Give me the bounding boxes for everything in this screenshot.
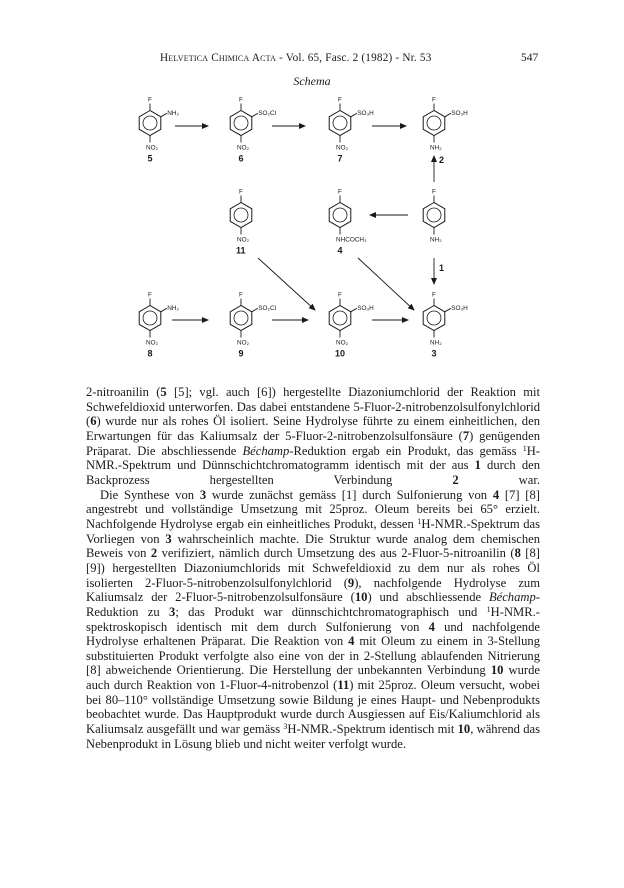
text-run: ) wurde nur als rohes Öl isoliert. Seine Hydrolyse führte zu einem einheitlichen, den Erwartungen für das Kaliumsalz der 5-Fluor-2-nitrobenzolsulfonsäure ( — [86, 414, 540, 443]
compound-number-6: 6 — [238, 153, 244, 164]
aromatic-circle — [427, 311, 441, 325]
compound-ref: 2 — [452, 472, 459, 487]
compound-10 — [329, 292, 374, 359]
benzene-ring — [230, 306, 252, 331]
substituent-top: F — [432, 188, 436, 196]
substituent-bottom: NH₂ — [430, 236, 442, 244]
paragraph-1 — [86, 385, 540, 488]
substituent-right: NH₂ — [167, 304, 180, 312]
compound-ref: 3 — [169, 604, 176, 619]
substituent-bottom: NO₂ — [237, 236, 250, 244]
benzene-ring — [230, 203, 252, 228]
aromatic-circle — [427, 208, 441, 222]
substituent-top: F — [239, 291, 243, 299]
running-header — [0, 52, 624, 70]
text-run: [5]; vgl. auch [6]) hergestellte Diazoniumchlorid der Reaktion mit Schwefeldioxid unterworfen. Das dabei entstandene 5-Fluor-2-nitrobenzolsulfonylchlorid ( — [86, 385, 540, 429]
compound-ref: 9 — [347, 575, 355, 590]
compound-number-10: 10 — [335, 348, 346, 359]
bond-right — [351, 113, 357, 117]
compound-ref: 1 — [474, 458, 481, 473]
bond-right — [161, 113, 167, 117]
aromatic-circle — [143, 311, 157, 325]
substituent-bottom: NO₂ — [237, 144, 250, 152]
bond-right — [252, 308, 258, 312]
compound-3 — [423, 292, 468, 359]
aromatic-circle — [333, 311, 347, 325]
benzene-ring — [329, 203, 351, 228]
bond-right — [252, 113, 258, 117]
article-body — [86, 385, 540, 751]
nmr-superscript: 1 — [522, 443, 527, 453]
substituent-top: F — [148, 291, 152, 299]
compound-1 — [423, 189, 445, 244]
text-run: H-NMR.-Spektrum das Vorliegen von — [86, 516, 540, 546]
compound-number-5: 5 — [147, 153, 153, 164]
text-run: ; das Produkt war dünnschichtchromatographisch und — [175, 604, 487, 619]
substituent-top: F — [239, 188, 243, 196]
text-run: -Reduktion zu — [86, 590, 540, 619]
aromatic-circle — [234, 116, 248, 130]
compound-ref: 10 — [457, 722, 471, 737]
text-run: wurde zunächst gemäss [1] durch Sulfonierung von — [206, 487, 493, 502]
text-run: durch den Backprozess hergestellten Verbindung — [86, 458, 540, 487]
bond-right — [161, 308, 167, 312]
aromatic-circle — [234, 208, 248, 222]
aromatic-circle — [333, 116, 347, 130]
arrow-label-1: 1 — [439, 263, 445, 273]
text-run: war. — [458, 472, 540, 487]
bond-right — [445, 308, 451, 312]
substituent-bottom: NO₂ — [336, 339, 349, 347]
name-reference: Béchamp — [488, 590, 536, 605]
text-run: ) und abschliessende — [367, 590, 489, 605]
journal-name: Helvetica Chimica Acta — [160, 52, 277, 64]
benzene-ring — [329, 306, 351, 331]
compound-number-4: 4 — [337, 245, 343, 256]
scheme-title: Schema — [293, 74, 331, 88]
substituent-bottom: NH₂ — [430, 144, 442, 152]
compound-ref: 4 — [348, 634, 355, 649]
compound-11 — [230, 189, 252, 256]
substituent-right: SO₂Cl — [258, 109, 277, 117]
nmr-superscript: 3 — [283, 722, 288, 732]
reaction-scheme — [0, 88, 624, 373]
substituent-bottom: NO₂ — [146, 144, 159, 152]
arrow-4-to-3 — [358, 258, 414, 310]
substituent-bottom: NO₂ — [336, 144, 349, 152]
benzene-ring — [230, 111, 252, 136]
substituent-right: NH₂ — [167, 109, 180, 117]
name-reference: Béchamp — [242, 443, 290, 458]
benzene-ring — [139, 111, 161, 136]
compound-number-11: 11 — [236, 245, 246, 256]
compound-9 — [230, 292, 276, 359]
arrow-11-to-10 — [258, 258, 315, 310]
substituent-top: F — [338, 188, 342, 196]
compound-ref: 4 — [492, 487, 500, 502]
text-run: wahrscheinlich machte. Die Struktur wurde analog dem chemischen Beweis von — [86, 531, 541, 561]
substituent-right: SO₃H — [451, 109, 468, 117]
substituent-top: F — [338, 96, 342, 104]
bond-right — [351, 308, 357, 312]
compound-structures — [139, 97, 468, 359]
substituent-top: F — [148, 96, 152, 104]
compound-2 — [423, 97, 468, 152]
benzene-ring — [139, 306, 161, 331]
bond-right — [445, 113, 451, 117]
aromatic-circle — [234, 311, 248, 325]
aromatic-circle — [143, 116, 157, 130]
compound-number-8: 8 — [147, 348, 153, 359]
compound-ref: 3 — [165, 531, 172, 546]
volume-issue: - Vol. 65, Fasc. 2 (1982) - Nr. 53 — [279, 52, 432, 64]
compound-number-3: 3 — [431, 348, 437, 359]
compound-ref: 8 — [514, 546, 521, 561]
aromatic-circle — [333, 208, 347, 222]
compound-ref: 3 — [199, 487, 207, 502]
text-run: H-NMR.-Spektrum identisch mit — [287, 722, 458, 737]
arrow-label-2: 2 — [439, 155, 445, 165]
compound-8 — [139, 292, 179, 359]
reaction-arrows — [172, 126, 434, 320]
text-run: H-NMR.-spektroskopisch identisch mit dem durch Sulfonierung von — [86, 604, 540, 634]
compound-ref: 2 — [150, 546, 158, 561]
substituent-right: SO₃H — [357, 304, 374, 312]
text-run: 2-nitroanilin ( — [86, 385, 161, 399]
substituent-top: F — [338, 291, 342, 299]
compound-ref: 11 — [337, 678, 350, 693]
page-number: 547 — [521, 52, 539, 64]
text-run: [8] [9]) hergestellten Diazoniumchlorids mit Schwefeldioxid zu dem nur als rohes Öl isolierten 2-Fluor-5-nitrobenzolsulfonylchlorid ( — [86, 546, 540, 590]
substituent-bottom: NO₂ — [237, 339, 250, 347]
compound-number-9: 9 — [238, 348, 244, 359]
text-run: [7] [8] angestrebt und vollständige Umsetzung mit 25proz. Oleum bereits bei 65° erzielt. Nachfolgende Hydrolyse ergab ein einheitliches Produkt, dessen — [86, 487, 540, 531]
substituent-bottom: NO₂ — [146, 339, 159, 347]
journal-citation — [160, 52, 432, 64]
substituent-right: SO₃H — [451, 304, 468, 312]
text-run: ) genügenden Präparat. Die abschliessende — [86, 428, 540, 458]
benzene-ring — [423, 111, 445, 136]
compound-6 — [230, 97, 276, 164]
nmr-superscript: 1 — [417, 516, 422, 526]
substituent-top: F — [432, 96, 436, 104]
benzene-ring — [329, 111, 351, 136]
substituent-right: SO₂Cl — [258, 304, 277, 312]
compound-ref: 5 — [160, 385, 167, 399]
text-run: mit Oleum zu einem in 3-Stellung substituierten Produkt verfolgte also eine von der in 2-Stellung ablaufenden Nitrierung [8] abweichende Orientierung. Die Herstellung der unbekannten Verbindung — [86, 634, 540, 678]
text-run: ), nachfolgende Hydrolyse zum Kaliumsalz der 2-Fluor-5-nitrobenzolsulfonsäure ( — [86, 575, 540, 605]
substituent-right: SO₃H — [357, 109, 374, 117]
text-run: Die Synthese von — [100, 487, 200, 502]
compound-ref: 10 — [490, 663, 504, 678]
substituent-top: F — [432, 291, 436, 299]
benzene-ring — [423, 203, 445, 228]
text-run: -Reduktion ergab ein Produkt, das gemäss — [289, 443, 523, 458]
substituent-bottom: NHCOCH₃ — [336, 236, 367, 244]
compound-5 — [139, 97, 179, 164]
paragraph-2 — [86, 488, 540, 752]
text-run: verifiziert, nämlich durch Umsetzung des aus 2-Fluor-5-nitroanilin ( — [157, 546, 515, 561]
text-run: und nachfolgende Hydrolyse erhaltenen Präparat. Die Reaktion von — [86, 619, 540, 649]
aromatic-circle — [427, 116, 441, 130]
text-run: ) mit 25proz. Oleum versucht, wobei bei 80–110° vollständige Umsetzung sowie Bildung je eines Haupt- und Nebenprodukts beobachtet wurde. Das Hauptprodukt wurde durch Ausgiessen auf Eis/Kaliumchlorid als Kaliumsalz ausgefällt und war gemäss — [86, 678, 540, 737]
nmr-superscript: 1 — [486, 604, 491, 614]
text-run: wurde auch durch Reaktion von 1-Fluor-4-nitrobenzol ( — [86, 663, 541, 693]
benzene-ring — [423, 306, 445, 331]
compound-ref: 7 — [462, 428, 470, 443]
compound-7 — [329, 97, 374, 164]
text-run: H-NMR.-Spektrum und Dünnschichtchromatogramm identisch mit der aus — [86, 443, 540, 473]
compound-ref: 10 — [354, 590, 368, 605]
compound-number-7: 7 — [337, 153, 343, 164]
compound-ref: 4 — [428, 619, 435, 634]
text-run: , während das Nebenprodukt in Lösung blieb und nicht weiter verfolgt wurde. — [86, 722, 540, 751]
substituent-bottom: NH₂ — [430, 339, 442, 347]
substituent-top: F — [239, 96, 243, 104]
compound-4 — [329, 189, 367, 256]
compound-ref: 6 — [90, 414, 97, 429]
